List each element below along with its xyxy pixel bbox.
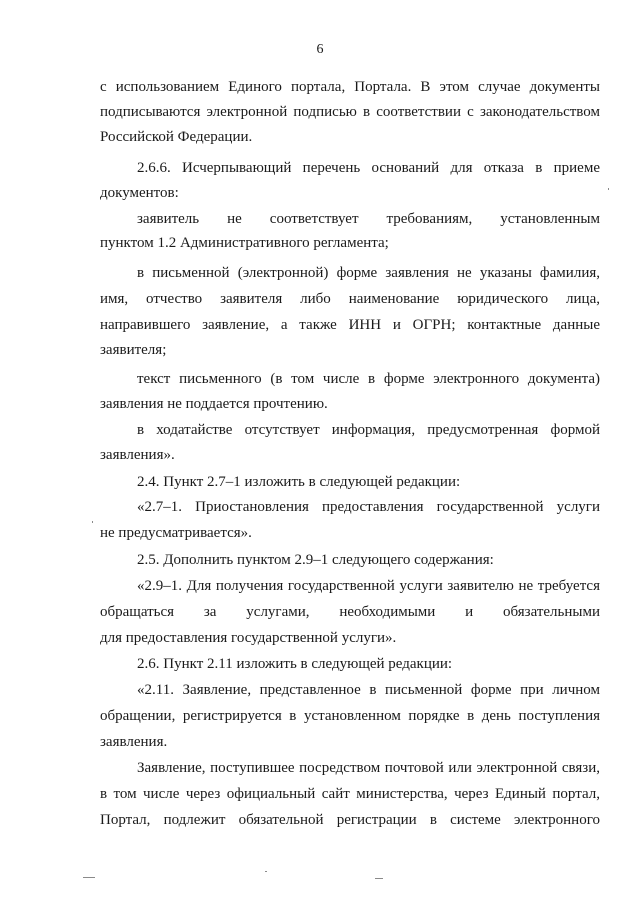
text-line: Портал, подлежит обязательной регистрации в системе электронного bbox=[100, 812, 600, 828]
text-line: в том числе через официальный сайт министерства, через Единый портал, bbox=[100, 786, 600, 802]
text-line: заявления. bbox=[100, 734, 168, 750]
text-line: 2.4. Пункт 2.7–1 изложить в следующей редакции: bbox=[137, 474, 461, 490]
text-line: для предоставления государственной услуги». bbox=[100, 630, 397, 646]
text-line: заявления». bbox=[100, 447, 175, 463]
text-line: Российской Федерации. bbox=[100, 129, 253, 145]
scan-speck bbox=[92, 521, 93, 523]
text-line: не предусматривается». bbox=[100, 525, 252, 541]
text-line: пунктом 1.2 Административного регламента; bbox=[100, 235, 389, 251]
text-line: с использованием Единого портала, Портала. В этом случае документы bbox=[100, 79, 600, 95]
text-line: имя, отчество заявителя либо наименование юридического лица, bbox=[100, 291, 600, 307]
text-line: документов: bbox=[100, 185, 179, 201]
scan-speck bbox=[608, 188, 609, 190]
scan-speck bbox=[265, 871, 267, 872]
text-line: «2.11. Заявление, представленное в письменной форме при личном bbox=[137, 682, 600, 698]
text-line: в письменной (электронной) форме заявления не указаны фамилия, bbox=[137, 265, 600, 281]
text-line: текст письменного (в том числе в форме электронного документа) bbox=[137, 371, 600, 387]
text-line: заявления не поддается прочтению. bbox=[100, 396, 328, 412]
text-line: Заявление, поступившее посредством почтовой или электронной связи, bbox=[137, 760, 600, 776]
text-line: «2.9–1. Для получения государственной услуги заявителю не требуется bbox=[137, 578, 600, 594]
text-line: 2.5. Дополнить пунктом 2.9–1 следующего содержания: bbox=[137, 552, 494, 568]
page-number: 6 bbox=[316, 42, 324, 57]
text-line: направившего заявление, а также ИНН и ОГРН; контактные данные bbox=[100, 317, 600, 333]
scan-speck bbox=[83, 877, 95, 878]
text-line: 2.6.6. Исчерпывающий перечень оснований для отказа в приеме bbox=[137, 160, 600, 176]
text-line: подписываются электронной подписью в соответствии с законодательством bbox=[100, 104, 600, 120]
text-line: обращении, регистрируется в установленном порядке в день поступления bbox=[100, 708, 600, 724]
text-line: 2.6. Пункт 2.11 изложить в следующей редакции: bbox=[137, 656, 453, 672]
text-line: обращаться за услугами, необходимыми и обязательными bbox=[100, 604, 600, 620]
text-line: в ходатайстве отсутствует информация, предусмотренная формой bbox=[137, 422, 600, 438]
text-line: заявителя; bbox=[100, 342, 167, 358]
text-line: «2.7–1. Приостановления предоставления государственной услуги bbox=[137, 499, 600, 515]
scan-speck bbox=[375, 878, 383, 879]
text-line: заявитель не соответствует требованиям, установленным bbox=[137, 211, 600, 227]
